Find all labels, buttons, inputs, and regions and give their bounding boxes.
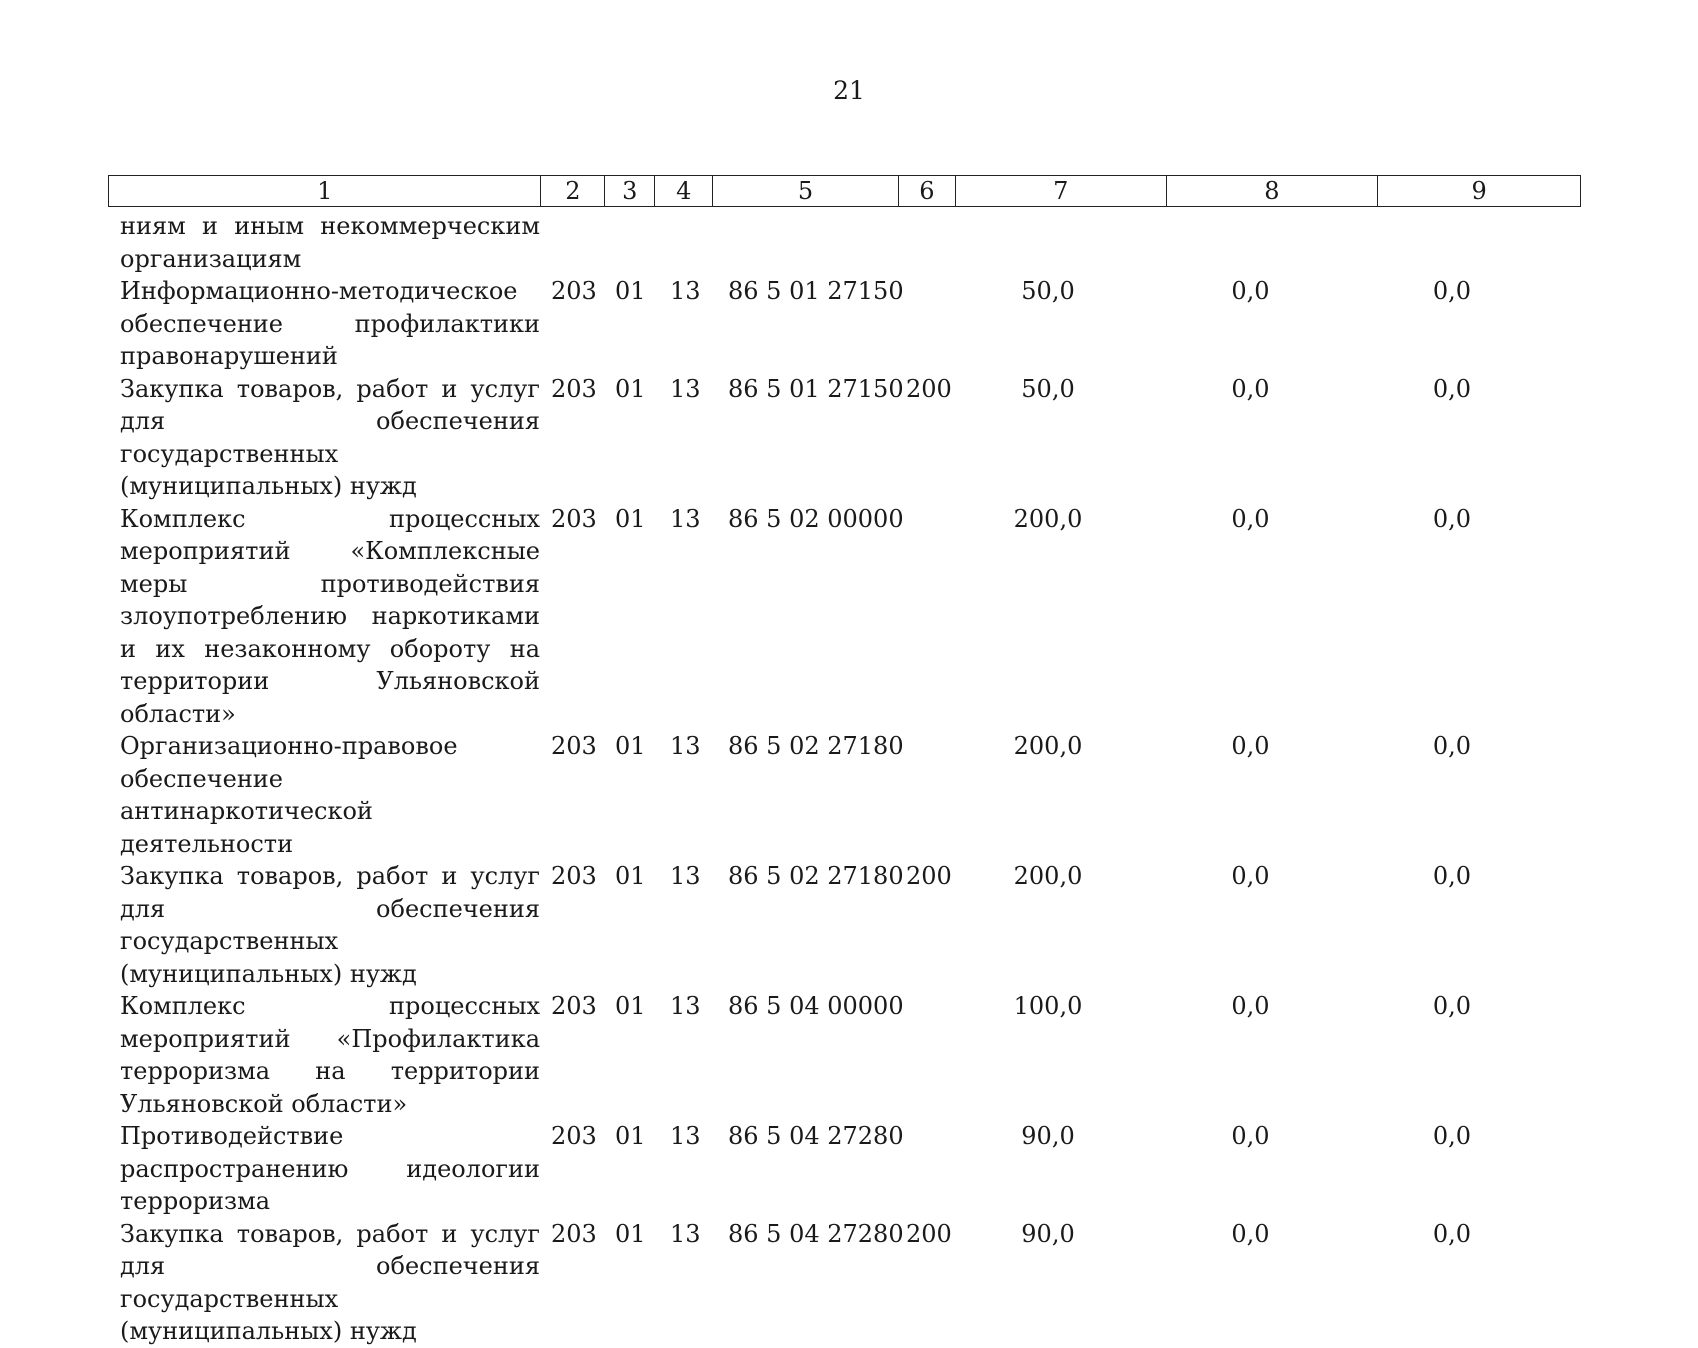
row-col-7: 100,0: [1013, 992, 1083, 1020]
row-col-4: 13: [670, 862, 701, 890]
row-col-3: 01: [615, 504, 646, 533]
row-col-2: 203: [551, 1219, 597, 1248]
row-col-3: 01: [615, 862, 646, 890]
row-description: Организационно-правовое обеспечение антинаркотической деятельности: [120, 732, 458, 858]
header-cell-1: 1: [109, 176, 541, 206]
row-col-4: 13: [670, 992, 701, 1020]
row-description: Информационно-методическое обеспечение профилактики правонарушений: [120, 277, 540, 370]
row-col-4: 13: [670, 504, 701, 533]
row-col-7: 200,0: [1013, 504, 1083, 533]
table-row: [108, 730, 1581, 860]
row-description: Закупка товаров, работ и услуг для обеспечения государственных (муниципальных) нужд: [120, 862, 540, 988]
row-description: Закупка товаров, работ и услуг для обеспечения государственных (муниципальных) нужд: [120, 1219, 540, 1345]
header-cell-7: 7: [956, 176, 1167, 206]
row-col-5: 86 5 02 27180: [728, 862, 904, 890]
table-row: [108, 1120, 1581, 1218]
row-col-2: 203: [551, 992, 597, 1020]
row-col-9: 0,0: [1432, 992, 1472, 1020]
row-col-8: 0,0: [1231, 862, 1270, 890]
row-col-7: 200,0: [1013, 732, 1083, 760]
row-col-8: 0,0: [1231, 1122, 1270, 1150]
table-row: [108, 210, 1581, 275]
row-col-5: 86 5 04 27280: [728, 1122, 904, 1150]
row-col-9: 0,0: [1432, 862, 1472, 890]
row-col-9: 0,0: [1432, 1219, 1472, 1248]
row-col-7: 200,0: [1013, 862, 1083, 890]
row-col-7: 50,0: [1021, 277, 1075, 305]
table-row: [108, 373, 1581, 503]
row-col-3: 01: [615, 374, 646, 403]
row-col-5: 86 5 04 27280: [728, 1219, 904, 1248]
header-cell-9: 9: [1471, 177, 1487, 205]
row-col-4: 13: [670, 1219, 701, 1248]
table-header: [108, 175, 1581, 207]
row-col-9: 0,0: [1432, 1122, 1472, 1150]
row-description: Комплекс процессных мероприятий «Комплексные меры противодействия злоупотреблению наркотиками и их незаконному обороту на территории Ульяновской области»: [120, 504, 540, 728]
row-col-5: 86 5 04 00000: [728, 992, 904, 1020]
table-row: [108, 503, 1581, 731]
row-col-3: 01: [615, 277, 646, 305]
row-col-6: 200: [906, 1219, 952, 1248]
row-col-7: 50,0: [1021, 374, 1075, 403]
row-col-2: 203: [551, 277, 597, 305]
row-col-9: 0,0: [1432, 374, 1472, 403]
row-col-3: 01: [615, 732, 646, 760]
row-description: ниям и иным некоммерческим организациям: [120, 212, 540, 273]
row-col-9: 0,0: [1432, 732, 1472, 760]
table-body: [108, 210, 1581, 1348]
row-col-7: 90,0: [1021, 1219, 1075, 1248]
row-col-2: 203: [551, 374, 597, 403]
row-col-4: 13: [670, 1122, 701, 1150]
row-col-2: 203: [551, 862, 597, 890]
table-row: [108, 275, 1581, 373]
row-col-4: 13: [670, 732, 701, 760]
header-cell-3: 3: [605, 176, 655, 206]
header-cell-4: 4: [655, 176, 713, 206]
header-cell-2: 2: [541, 176, 605, 206]
page-number: 21: [833, 76, 865, 105]
header-cell-6: 6: [899, 176, 956, 206]
row-col-8: 0,0: [1231, 374, 1270, 403]
row-col-3: 01: [615, 992, 646, 1020]
row-col-5: 86 5 01 27150: [728, 374, 904, 403]
row-col-8: 0,0: [1231, 504, 1270, 533]
row-col-2: 203: [551, 732, 597, 760]
row-col-4: 13: [670, 277, 701, 305]
header-cell-8: 8: [1167, 176, 1379, 206]
row-col-3: 01: [615, 1122, 646, 1150]
row-col-8: 0,0: [1231, 992, 1270, 1020]
row-col-2: 203: [551, 504, 597, 533]
row-col-6: 200: [906, 374, 952, 403]
table-row: [108, 1218, 1581, 1348]
row-col-5: 86 5 02 27180: [728, 732, 904, 760]
row-col-8: 0,0: [1231, 732, 1270, 760]
row-col-5: 86 5 01 27150: [728, 277, 904, 305]
row-col-9: 0,0: [1432, 504, 1472, 533]
table-row: [108, 860, 1581, 990]
row-col-4: 13: [670, 374, 701, 403]
header-cell-5: 5: [713, 176, 899, 206]
row-description: Закупка товаров, работ и услуг для обеспечения государственных (муниципальных) нужд: [120, 374, 540, 500]
row-col-8: 0,0: [1231, 277, 1270, 305]
table-row: [108, 990, 1581, 1120]
row-col-8: 0,0: [1231, 1219, 1270, 1248]
row-col-6: 200: [906, 862, 952, 890]
row-col-3: 01: [615, 1219, 646, 1248]
row-col-2: 203: [551, 1122, 597, 1150]
row-col-5: 86 5 02 00000: [728, 504, 904, 533]
row-col-7: 90,0: [1021, 1122, 1075, 1150]
row-description: Противодействие распространению идеологии терроризма: [120, 1122, 540, 1215]
row-description: Комплекс процессных мероприятий «Профилактика терроризма на территории Ульяновской области»: [120, 992, 540, 1118]
row-col-9: 0,0: [1432, 277, 1472, 305]
